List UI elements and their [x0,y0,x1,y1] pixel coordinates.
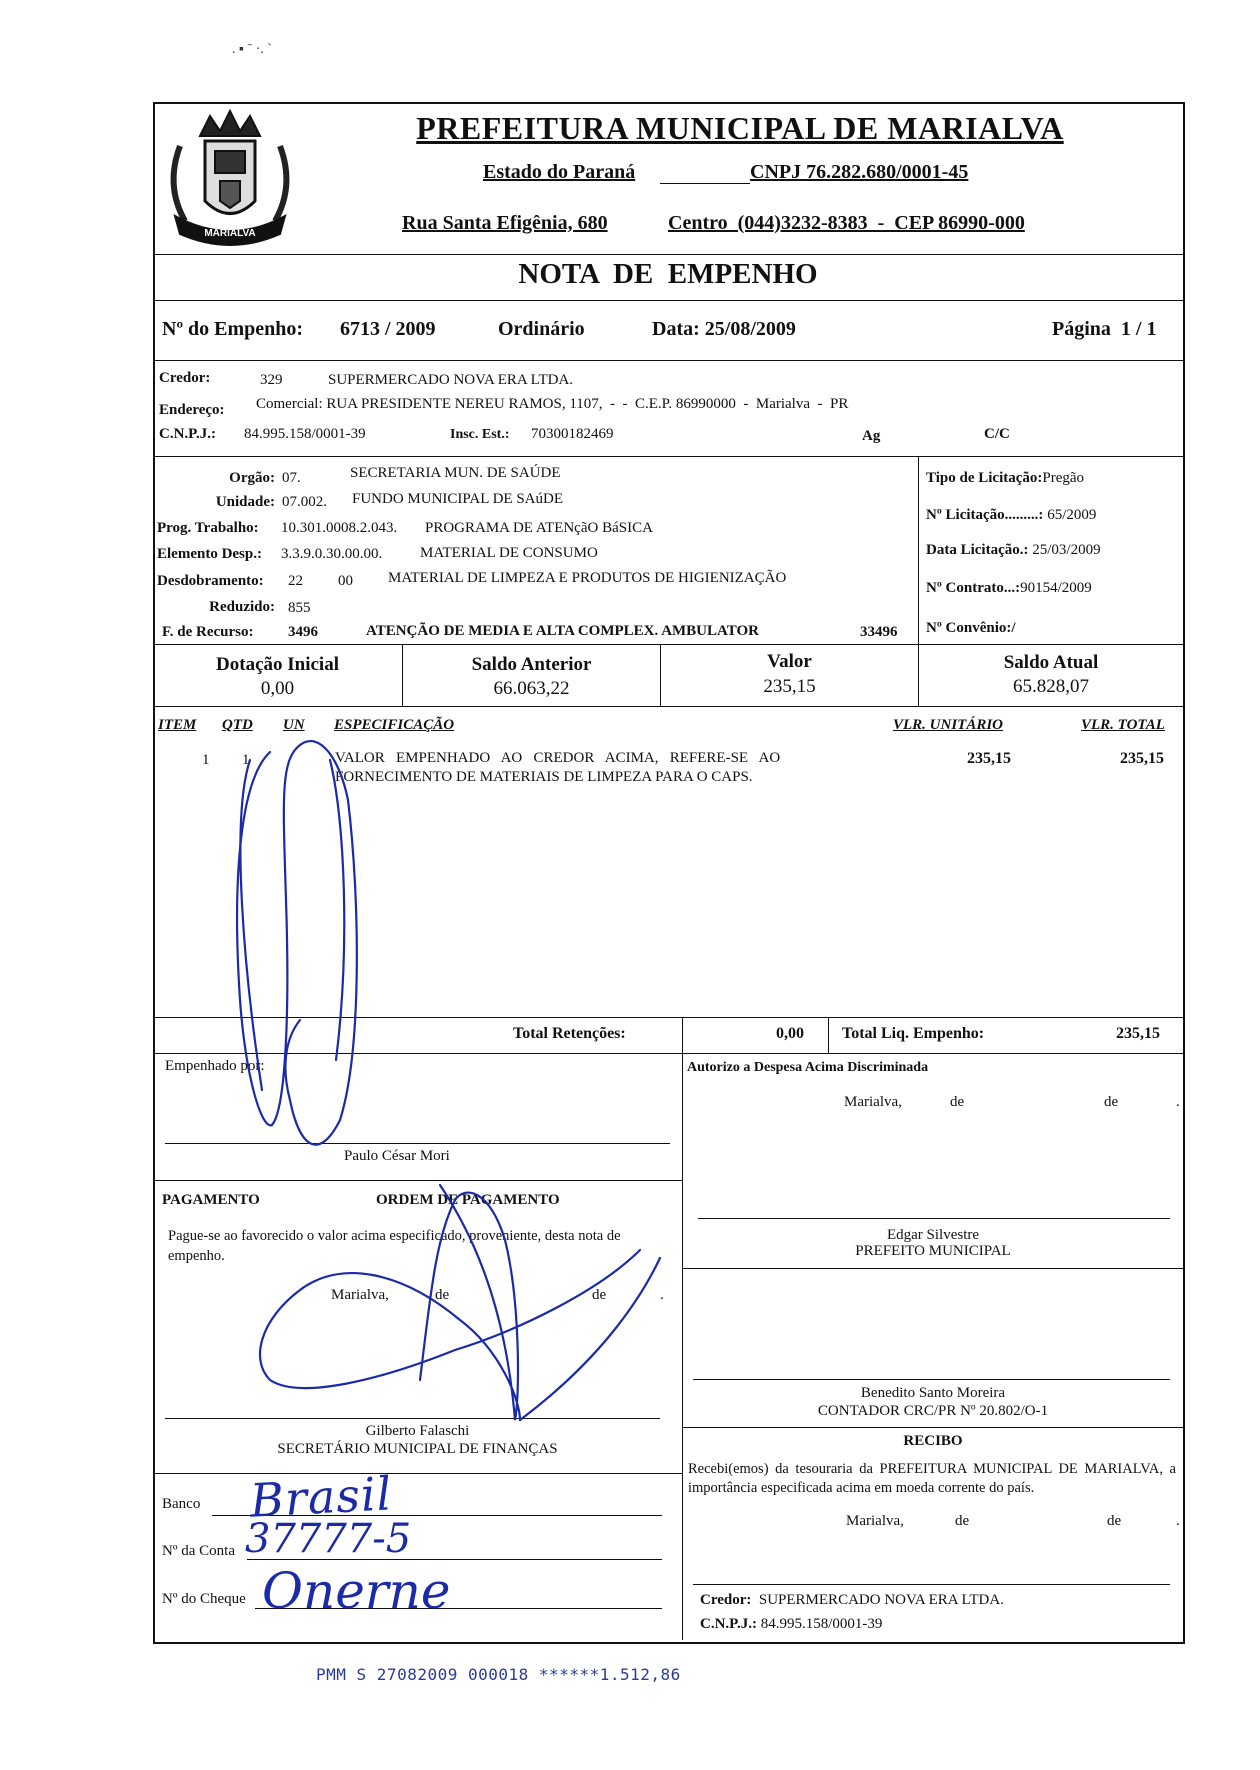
desdobramento-name: MATERIAL DE LIMPEZA E PRODUTOS DE HIGIENIZAÇÃO [388,570,787,586]
recibo-cnpj-value: 84.995.158/0001-39 [760,1616,883,1632]
orgao-name: SECRETARIA MUN. DE SAÚDE [350,465,561,481]
empenho-type: Ordinário [498,318,585,340]
recibo-label: RECIBO [903,1433,963,1449]
col-qtd-header: QTD [222,717,253,733]
autorizo-de-2: de [1104,1094,1119,1110]
recibo-de-1: de [955,1513,970,1529]
contrato-value: 90154/2009 [1020,580,1092,596]
recibo-credor-label: Credor: [700,1592,752,1608]
credor-cnpj: 84.995.158/0001-39 [244,426,366,442]
convenio: Nº Convênio:/ [926,620,1016,636]
recibo-city: Marialva, [846,1513,904,1529]
retencoes-label: Total Retenções: [513,1025,626,1042]
seal-banner-text: MARIALVA [204,228,256,239]
credor-label: Credor: [159,370,211,386]
credor-address: Comercial: RUA PRESIDENTE NEREU RAMOS, 1107, - - C.E.P. 86990000 - Marialva - PR [256,396,849,412]
credor-name: SUPERMERCADO NOVA ERA LTDA. [328,372,574,388]
retencoes-value: 0,00 [776,1025,804,1042]
recibo-cnpj-label: C.N.P.J.: [700,1616,757,1632]
saldo-anterior-value: 66.063,22 [493,678,570,699]
recibo-credor-name: SUPERMERCADO NOVA ERA LTDA. [758,1592,1004,1608]
col-spec-header: ESPECIFICAÇÃO [334,717,455,733]
contador-name: Benedito Santo Moreira [860,1385,1006,1401]
item-spec-line1: VALOR EMPENHADO AO CREDOR ACIMA, REFERE-SE AO [335,750,781,766]
pagamento-city: Marialva, [331,1287,389,1303]
header-cnpj: CNPJ 76.282.680/0001-45 [750,161,969,183]
desdobramento-label: Desdobramento: [157,573,264,589]
pagamento-de-1: de [435,1287,450,1303]
dotacao-inicial-label: Dotação Inicial [216,654,339,675]
document-title: NOTA DE EMPENHO [518,258,818,290]
dotacao-inicial-value: 0,00 [260,678,295,699]
signature-stroke [260,1185,640,1420]
banco-label: Banco [162,1496,201,1512]
prog-label: Prog. Trabalho: [157,520,259,536]
recibo-de-2: de [1107,1513,1122,1529]
item-total-value: 235,15 [1120,750,1164,767]
conta-label: Nº da Conta [162,1543,235,1559]
conta-handwritten: 37777-5 [245,1516,412,1562]
signature-stroke [237,741,357,1145]
contrato-label: Nº Contrato...: [926,580,1021,596]
data-licitacao-value: 25/03/2009 [1028,542,1101,558]
col-total-header: VLR. TOTAL [1081,717,1165,733]
credor-insc: 70300182469 [531,426,614,442]
ordem-pagamento-label: ORDEM DE PAGAMENTO [376,1192,560,1208]
cnpj-label: C.N.P.J.: [159,426,216,442]
elemento-label: Elemento Desp.: [157,546,262,562]
recurso-code: 3496 [288,624,318,640]
recibo-dot: . [1176,1513,1180,1529]
valor-label: Valor [767,651,812,672]
numero-licitacao-label: Nº Licitação.........: [926,507,1044,523]
desdobramento-code: 22 [288,573,303,589]
contador-role: CONTADOR CRC/PR Nº 20.802/O-1 [817,1403,1049,1419]
col-un-header: UN [283,717,305,733]
pagamento-label: PAGAMENTO [162,1192,260,1208]
numero-licitacao-value: 65/2009 [1043,507,1097,523]
recibo-text: Recebi(emos) da tesouraria da PREFEITURA MUNICIPAL DE MARIALVA, a importância especificada acima em moeda corrente do país. [688,1461,1176,1496]
liq-empenho-value: 235,15 [1116,1025,1160,1042]
header-title: PREFEITURA MUNICIPAL DE MARIALVA [416,110,1064,146]
endereco-label: Endereço: [159,402,225,418]
col-item-header: ITEM [158,717,197,733]
header-contact: Centro (044)3232-8383 - CEP 86990-000 [668,212,1025,234]
empenhado-label: Empenhado por: [165,1058,265,1074]
cheque-handwritten: Onerne [262,1562,451,1620]
pagamento-dot: . [660,1287,664,1303]
insc-label: Insc. Est.: [450,427,510,442]
prefeito-name: Edgar Silvestre [886,1227,980,1243]
orgao-code: 07. [282,470,301,486]
autorizo-dot: . [1176,1094,1180,1110]
prog-code: 10.301.0008.2.043. [281,520,398,536]
signature-stroke [330,760,344,1060]
signature-stroke [520,1258,660,1420]
scan-marks: . ▪ ˉ ·. ˋ [232,42,272,57]
liq-empenho-label: Total Liq. Empenho: [842,1025,985,1042]
empenho-date: Data: 25/08/2009 [652,318,796,340]
prog-name: PROGRAMA DE ATENçãO BáSICA [425,520,653,536]
footer-stamp: PMM S 27082009 000018 ******1.512,86 [316,1665,681,1684]
autorizo-city: Marialva, [844,1094,902,1110]
cheque-label: Nº do Cheque [162,1591,246,1607]
prefeito-role: PREFEITO MUNICIPAL [855,1243,1011,1259]
header-address: Rua Santa Efigênia, 680 [402,212,608,234]
credor-code: 329 [260,372,283,388]
recurso-name: ATENÇÃO DE MEDIA E ALTA COMPLEX. AMBULATOR [366,623,759,639]
item-qtd: 1 [242,752,250,768]
orgao-label: Orgão: [229,470,275,486]
ag-label: Ag [862,428,881,444]
recurso-number: 33496 [860,624,898,640]
col-unit-header: VLR. UNITÁRIO [893,717,1004,733]
recurso-label: F. de Recurso: [162,624,254,640]
page-indicator: Página 1 / 1 [1052,318,1157,340]
unidade-label: Unidade: [215,494,275,510]
saldo-atual-label: Saldo Atual [1003,652,1099,673]
tipo-licitacao-label: Tipo de Licitação: [926,470,1043,486]
elemento-name: MATERIAL DE CONSUMO [420,545,598,561]
data-licitacao-label: Data Licitação.: [926,542,1029,558]
autorizo-label: Autorizo a Despesa Acima Discriminada [687,1060,929,1075]
secretario-role: SECRETÁRIO MUNICIPAL DE FINANÇAS [277,1441,558,1457]
saldo-atual-value: 65.828,07 [1013,676,1089,697]
header-state: Estado do Paraná [483,161,636,183]
unidade-code: 07.002. [282,494,327,510]
cc-label: C/C [984,426,1010,442]
secretario-name: Gilberto Falaschi [365,1423,470,1439]
pagamento-text: Pague-se ao favorecido o valor acima especificado, proveniente, desta nota de empenho. [168,1228,621,1264]
empenho-label: Nº do Empenho: [162,318,304,340]
item-unit-value: 235,15 [967,750,1011,767]
pagamento-de-2: de [592,1287,607,1303]
banco-handwritten: Brasil [248,1466,394,1528]
tipo-licitacao-value: Pregão [1042,470,1085,486]
reduzido-value: 855 [288,600,311,616]
unidade-name: FUNDO MUNICIPAL DE SAúDE [352,491,563,507]
item-spec-line2: FORNECIMENTO DE MATERIAIS DE LIMPEZA PARA O CAPS. [335,769,753,785]
elemento-code: 3.3.9.0.30.00.00. [281,546,383,562]
item-number: 1 [202,752,210,768]
valor-value: 235,15 [763,676,816,697]
reduzido-label: Reduzido: [209,599,275,615]
desdobramento-subcode: 00 [338,573,353,589]
saldo-anterior-label: Saldo Anterior [471,654,592,675]
empenho-number: 6713 / 2009 [340,318,436,340]
autorizo-de-1: de [950,1094,965,1110]
empenhado-name: Paulo César Mori [344,1148,450,1164]
